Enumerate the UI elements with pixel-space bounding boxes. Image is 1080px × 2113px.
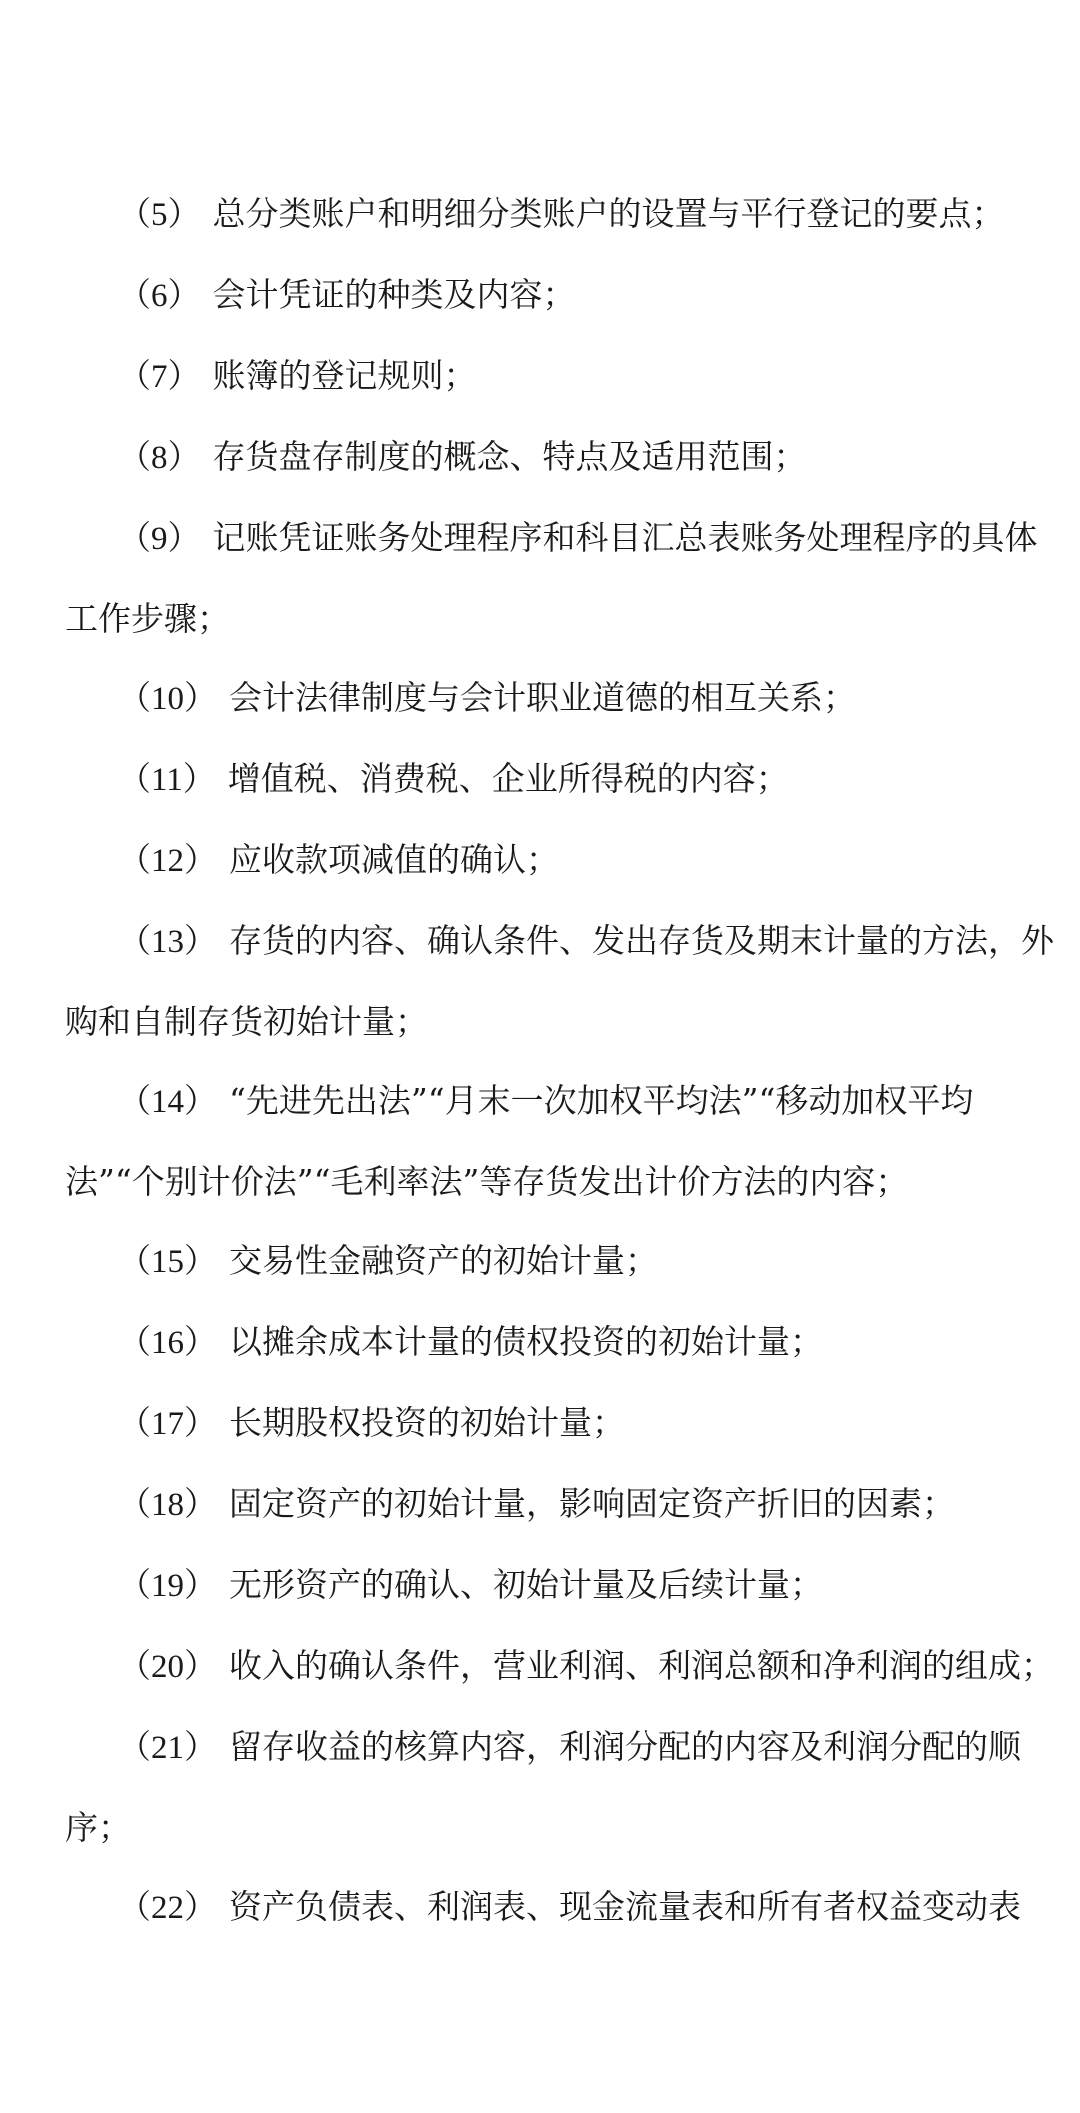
item-number: （5） [118, 197, 201, 233]
list-item [65, 739, 1055, 820]
item-text: 无形资产的确认、初始计量及后续计量； [229, 1565, 823, 1604]
item-number: （12） [118, 843, 217, 879]
list-item [65, 1545, 1055, 1626]
list-item [65, 820, 1055, 901]
item-number: （19） [118, 1568, 217, 1604]
list-item [65, 1867, 1055, 1948]
list-item [65, 498, 1055, 658]
list-item [65, 1383, 1055, 1464]
item-number: （13） [118, 924, 217, 960]
item-text: 收入的确认条件，营业利润、利润总额和净利润的组成； [229, 1646, 1054, 1685]
item-number: （16） [118, 1325, 217, 1361]
item-text: 存货的内容、确认条件、发出存货及期末计量的方法，外购和自制存货初始计量； [65, 921, 1054, 1041]
list-item [65, 1221, 1055, 1302]
item-text: 留存收益的核算内容，利润分配的内容及利润分配的顺序； [65, 1727, 1021, 1847]
item-number: （15） [118, 1244, 217, 1280]
item-number: （18） [118, 1487, 217, 1523]
item-text: 增值税、消费税、企业所得税的内容； [227, 759, 789, 798]
document-body [65, 174, 1055, 1948]
item-number: （22） [118, 1890, 217, 1926]
item-number: （9） [118, 521, 201, 557]
item-text: 总分类账户和明细分类账户的设置与平行登记的要点； [212, 194, 1005, 233]
item-text: 资产负债表、利润表、现金流量表和所有者权益变动表 [229, 1887, 1021, 1926]
item-text: “先进先出法”“月末一次加权平均法”“移动加权平均法”“个别计价法”“毛利率法”等存货发出计价方法的内容； [65, 1081, 974, 1201]
list-item [65, 174, 1055, 255]
item-number: （20） [118, 1649, 217, 1685]
item-text: 长期股权投资的初始计量； [229, 1403, 625, 1442]
list-item [65, 417, 1055, 498]
list-item [65, 658, 1055, 739]
list-item [65, 1061, 1055, 1221]
item-text: 交易性金融资产的初始计量； [229, 1241, 658, 1280]
item-number: （6） [118, 278, 201, 314]
item-text: 记账凭证账务处理程序和科目汇总表账务处理程序的具体工作步骤； [65, 518, 1038, 638]
item-number: （7） [118, 359, 201, 395]
item-number: （14） [118, 1084, 217, 1120]
item-text: 固定资产的初始计量，影响固定资产折旧的因素； [229, 1484, 955, 1523]
list-item [65, 255, 1055, 336]
list-item [65, 1464, 1055, 1545]
item-text: 应收款项减值的确认； [229, 840, 559, 879]
item-number: （21） [118, 1730, 217, 1766]
item-text: 以摊余成本计量的债权投资的初始计量； [229, 1322, 823, 1361]
item-number: （10） [118, 681, 217, 717]
list-item [65, 1626, 1055, 1707]
list-item [65, 1302, 1055, 1383]
item-text: 会计法律制度与会计职业道德的相互关系； [229, 678, 856, 717]
item-number: （17） [118, 1406, 217, 1442]
list-item [65, 336, 1055, 417]
item-number: （8） [118, 440, 201, 476]
item-number: （11） [118, 762, 216, 798]
item-text: 会计凭证的种类及内容； [212, 275, 576, 314]
item-text: 存货盘存制度的概念、特点及适用范围； [212, 437, 807, 476]
item-text: 账簿的登记规则； [212, 356, 477, 395]
list-item [65, 901, 1055, 1061]
list-item [65, 1707, 1055, 1867]
